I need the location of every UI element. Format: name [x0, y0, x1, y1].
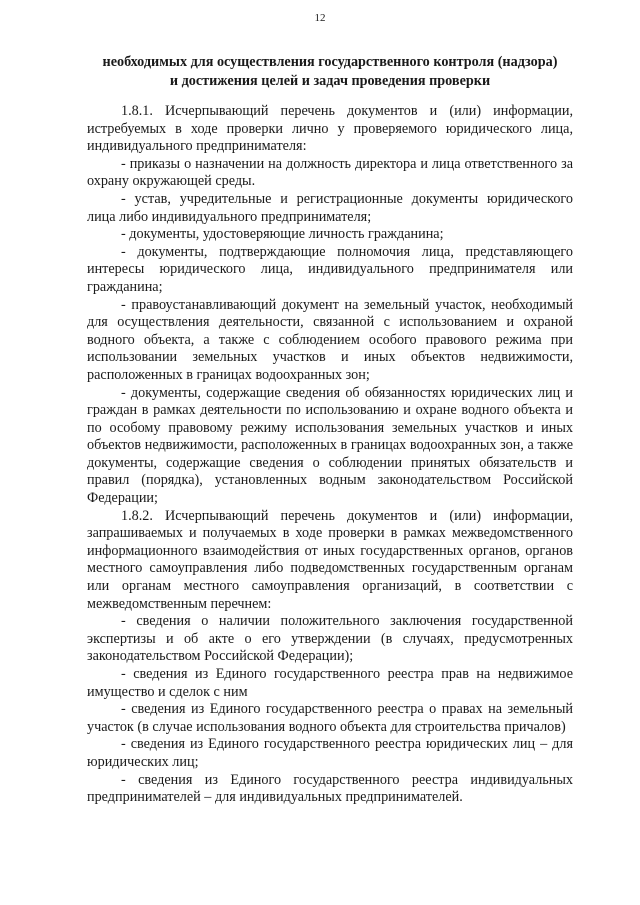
list-item-authority-documents: - документы, подтверждающие полномочия лица, представляющего интересы юридического лица, индивидуального предпринимателя или гражданина; — [87, 243, 573, 295]
paragraph-1-8-1: 1.8.1. Исчерпывающий перечень документов и (или) информации, истребуемых в ходе проверки лично у проверяемого юридического лица, индивидуального предпринимателя: — [87, 103, 573, 155]
list-item-entrepreneurs-registry: - сведения из Единого государственного реестра индивидуальных предпринимателей – для индивидуальных предпринимателей. — [87, 771, 573, 806]
section-heading — [84, 53, 576, 91]
list-item-expertise: - сведения о наличии положительного заключения государственной экспертизы и об акте о его утверждении (в случаях, предусмотренных законодательством Российской Федерации); — [87, 613, 573, 665]
list-item-land-rights-registry: - сведения из Единого государственного реестра о правах на земельный участок (в случае использования водного объекта для строительства причалов) — [87, 701, 573, 735]
heading-line-2: и достижения целей и задач проведения проверки — [169, 73, 491, 89]
paragraph-1-8-2: 1.8.2. Исчерпывающий перечень документов и (или) информации, запрашиваемых и получаемых в ходе проверки в рамках межведомственного информационного взаимодействия от иных государственных органов, органов местного самоуправления либо подведомственных государственным органам или органам местного самоуправления организаций, в соответствии с межведомственным перечнем: — [87, 507, 573, 612]
list-item-property-registry: - сведения из Единого государственного реестра прав на недвижимое имущество и сделок с ним — [87, 666, 573, 700]
list-item-orders: - приказы о назначении на должность директора и лица ответственного за охрану окружающей среды. — [87, 155, 573, 190]
list-item-obligations-documents: - документы, содержащие сведения об обязанностях юридических лиц и граждан в рамках деятельности по использованию и охране водного объекта и по особому правовому режиму использования земельных участков и иных объектов недвижимости, расположенных в границах водоохранных зон, а также документы, содержащие сведения о соблюдении принятых обязательств и правил (порядка), установленных водным законодательством Российской Федерации; — [87, 384, 573, 507]
heading-line-1: необходимых для осуществления государственного контроля (надзора) — [102, 54, 558, 70]
list-item-legal-entities-registry: - сведения из Единого государственного реестра юридических лиц – для юридических лиц; — [87, 736, 573, 770]
document-body — [87, 103, 573, 807]
page-number: 12 — [314, 12, 326, 24]
list-item-identity-documents: - документы, удостоверяющие личность гражданина; — [121, 226, 444, 243]
list-item-charter: - устав, учредительные и регистрационные документы юридического лица либо индивидуального предпринимателя; — [87, 190, 573, 225]
list-item-land-title: - правоустанавливающий документ на земельный участок, необходимый для осуществления деятельности, связанной с использованием и охраной водного объекта, а также с соблюдением особого правового режима при использовании земельных участков и иных объектов недвижимости, расположенных в границах водоохранных зон; — [87, 296, 573, 383]
